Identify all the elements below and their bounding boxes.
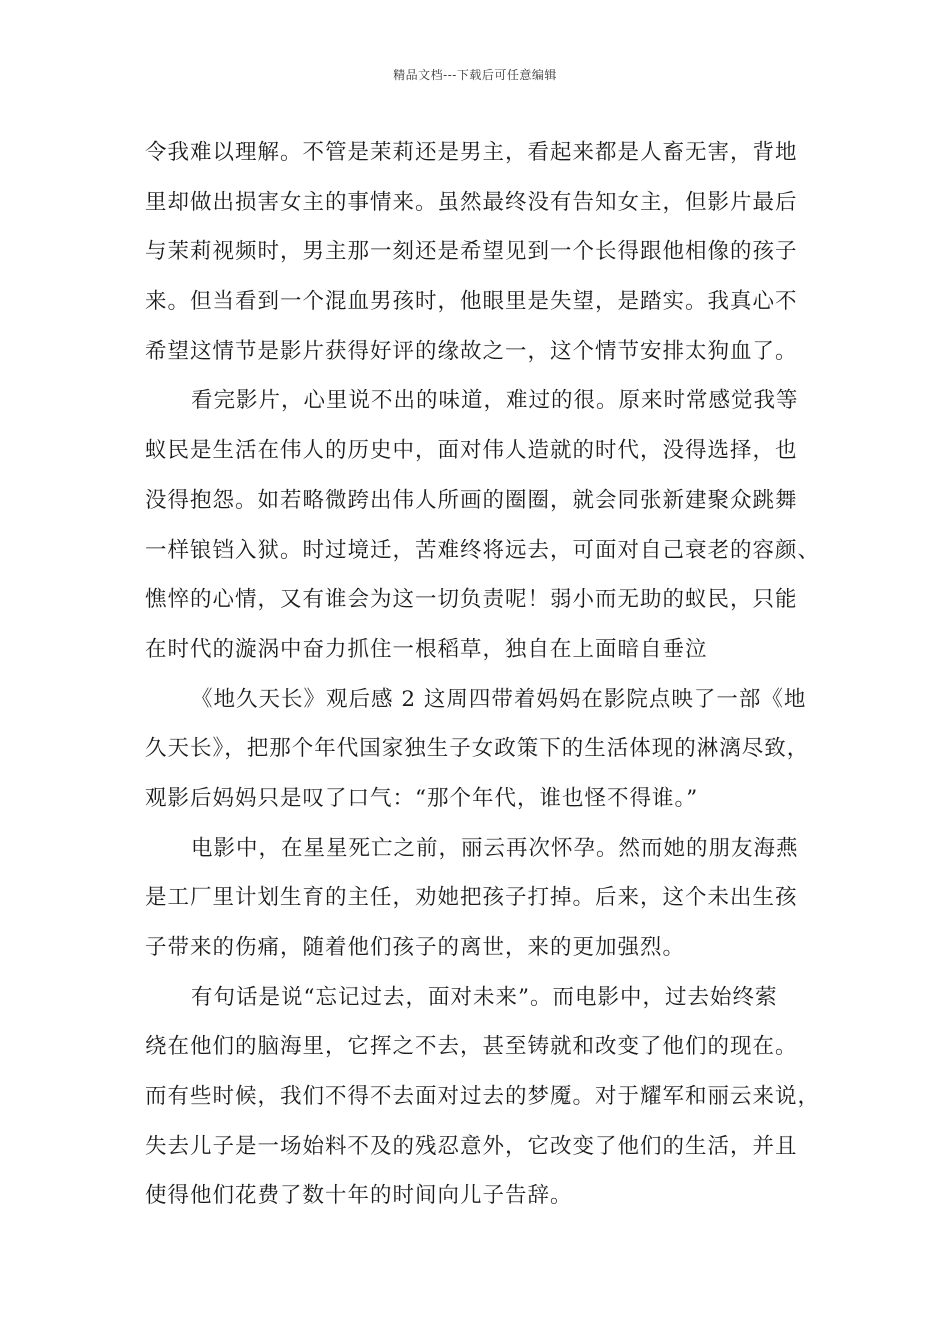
text-line: 憔悴的心情，又有谁会为这一切负责呢！弱小而无助的蚁民，只能 <box>145 587 798 613</box>
text-line: 使得他们花费了数十年的时间向儿子告辞。 <box>145 1183 573 1209</box>
text-line: 观影后妈妈只是叹了口气：“那个年代，谁也怪不得谁。” <box>145 785 699 811</box>
text-line: 令我难以理解。不管是茉莉还是男主，看起来都是人畜无害，背地 <box>145 140 798 165</box>
text-line: 没得抱怨。如若略微跨出伟人所画的圈圈，就会同张新建聚众跳舞 <box>145 487 798 513</box>
text-line: 希望这情节是影片获得好评的缘故之一，这个情节安排太狗血了。 <box>145 338 798 364</box>
paragraph-start-line: 电影中，在星星死亡之前，丽云再次怀孕。然而她的朋友海燕 <box>191 835 799 861</box>
text-line: 与茉莉视频时，男主那一刻还是希望见到一个长得跟他相像的孩子 <box>145 239 798 265</box>
text-line: 来。但当看到一个混血男孩时，他眼里是失望，是踏实。我真心不 <box>145 289 798 315</box>
paragraph-start-line: 《地久天长》观后感 2 这周四带着妈妈在影院点映了一部《地 <box>191 686 807 712</box>
text-line: 一样锒铛入狱。时过境迁，苦难终将远去，可面对自己衰老的容颜、 <box>145 537 821 563</box>
text-line: 子带来的伤痛，随着他们孩子的离世，来的更加强烈。 <box>145 935 686 960</box>
text-line: 里却做出损害女主的事情来。虽然最终没有告知女主，但影片最后 <box>145 189 798 215</box>
paragraph-start-line: 有句话是说“忘记过去，面对未来”。而电影中，过去始终萦 <box>191 984 778 1010</box>
text-line: 在时代的漩涡中奋力抓住一根稻草，独自在上面暗自垂泣 <box>145 636 708 662</box>
document-body <box>145 128 840 1221</box>
text-line: 久天长》，把那个年代国家独生子女政策下的生活体现的淋漓尽致， <box>145 736 810 762</box>
text-line: 是工厂里计划生育的主任，劝她把孩子打掉。后来，这个未出生孩 <box>145 885 798 911</box>
text-line: 绕在他们的脑海里，它挥之不去，甚至铸就和改变了他们的现在。 <box>145 1034 798 1060</box>
text-line: 蚁民是生活在伟人的历史中，面对伟人造就的时代，没得选择，也 <box>145 438 798 464</box>
page-header: 精品文档---下载后可任意编辑 <box>393 68 557 82</box>
text-line: 而有些时候，我们不得不去面对过去的梦魇。对于耀军和丽云来说， <box>145 1084 821 1110</box>
text-line: 失去儿子是一场始料不及的残忍意外，它改变了他们的生活，并且 <box>145 1133 798 1159</box>
paragraph-start-line: 看完影片，心里说不出的味道，难过的很。原来时常感觉我等 <box>191 388 799 414</box>
